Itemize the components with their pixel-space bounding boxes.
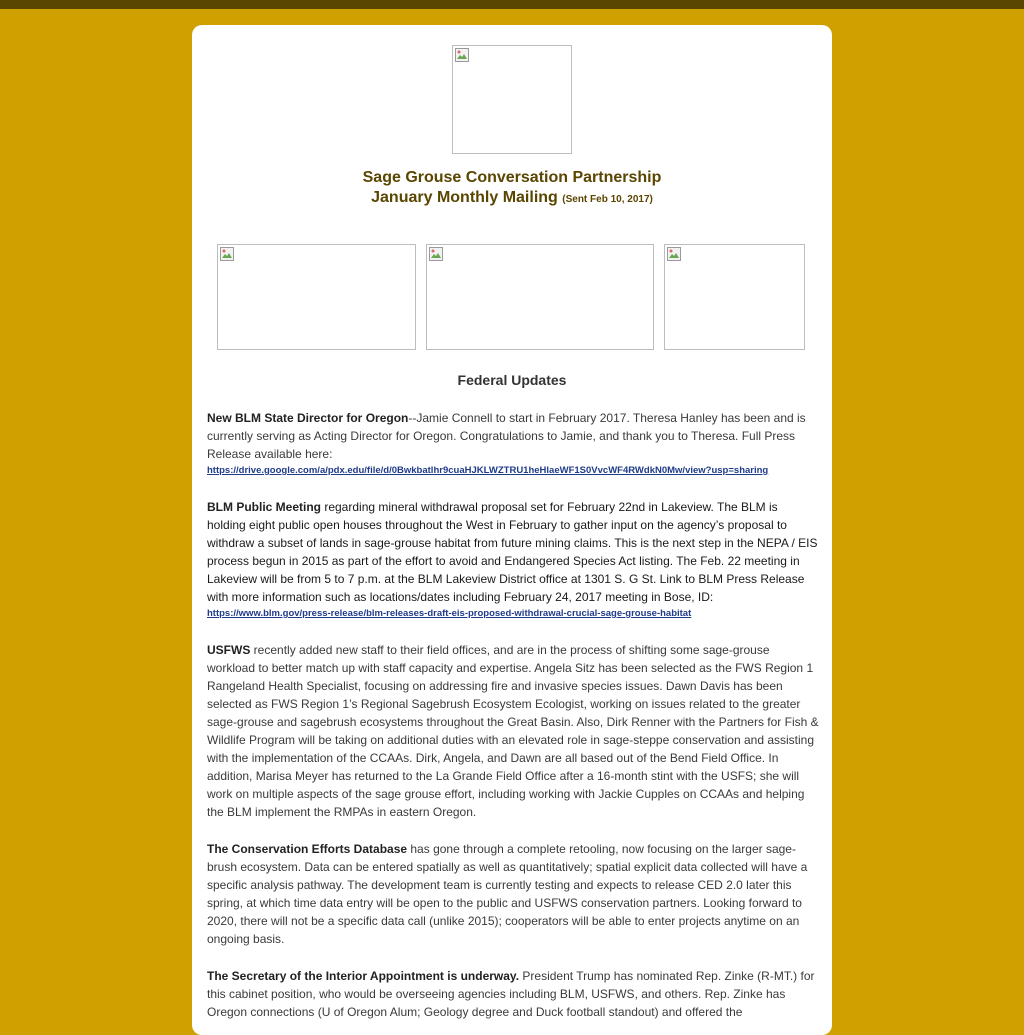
mailing-label: January Monthly Mailing xyxy=(371,189,558,206)
broken-image-icon xyxy=(220,247,234,261)
article-lead: The Conservation Efforts Database xyxy=(207,842,408,856)
article-text: President Trump has nominated Rep. Zinke (R-MT.) for this cabinet position, who would be overseeing agencies including BLM, USFWS, and others. Rep. Zinke has Oregon connections (U of Oregon Alum; Geology degree and Duck football standout) and offered the xyxy=(207,969,815,1019)
blm-press-release-link[interactable]: https://www.blm.gov/press-release/blm-releases-draft-eis-proposed-withdrawal-crucial-sage-grouse-habitat xyxy=(207,608,692,619)
article-blm-director xyxy=(207,409,819,479)
press-release-link[interactable]: https://drive.google.com/a/pdx.edu/file/d/0Bwkbatlhr9cuaHJKLWZTRU1heHlaeWF1S0VvcWF4RWdkN0Mw/view?usp=sharing xyxy=(207,465,769,476)
banner-image-1 xyxy=(217,244,416,350)
article-text: recently added new staff to their field offices, and are in the process of shifting some sage-grouse workload to better match up with staff capacity and expertise. Angela Sitz has been selected as the FWS Region 1 Rangeland Health Specialist, focusing on addressing fire and invasive species issues. Dawn Davis has been selected as FWS Region 1’s Regional Sagebrush Ecosystem Ecologist, working on issues related to the greater sage-grouse and sagebrush ecosystems throughout the Great Basin. Also, Dirk Renner with the Partners for Fish & Wildlife Program will be taking on additional duties with an elevated role in sage-steppe conservation and assisting with the implementation of the CCAAs. Dirk, Angela, and Dawn are all based out of the Bend Field Office. In addition, Marisa Meyer has returned to the La Grande Field Office after a 16-month stint with the USFS; she will work on multiple aspects of the sage grouse effort, including working with Jackie Cupples on CCAAs and helping the BLM implement the RMPAs in eastern Oregon. xyxy=(207,643,819,819)
article-lead: BLM Public Meeting xyxy=(207,500,321,514)
logo-image xyxy=(452,45,572,154)
article-lead: USFWS xyxy=(207,643,251,657)
title-line-1: Sage Grouse Conversation Partnership xyxy=(362,169,662,186)
article-text: regarding mineral withdrawal proposal set for February 22nd in Lakeview. The BLM is holding eight public open houses throughout the West in February to gather input on the agency’s proposal to withdraw a subset of lands in sage-grouse habitat from future mining claims. This is the next step in the NEPA / EIS process begun in 2015 as part of the effort to avoid and Endangered Species Act listing. The Feb. 22 meeting in Lakeview will be from 5 to 7 p.m. at the BLM Lakeview District office at 1301 S. G St. Link to BLM Press Release with more information such as locations/dates including February 24, 2017 meeting in Bose, ID: xyxy=(207,500,818,604)
article-text: --Jamie Connell to start in February 2017. Theresa Hanley has been and is currently serving as Acting Director for Oregon. Congratulations to Jamie, and thank you to Theresa. Full Press Release available here: xyxy=(207,411,806,461)
article-lead: New BLM State Director for Oregon xyxy=(207,411,409,425)
title-line-2 xyxy=(192,189,832,207)
article-blm-meeting xyxy=(207,498,819,622)
sent-date: (Sent Feb 10, 2017) xyxy=(562,194,653,205)
broken-image-icon xyxy=(429,247,443,261)
banner-image-2 xyxy=(426,244,654,350)
article-interior-appointment xyxy=(207,967,819,1021)
broken-image-icon xyxy=(667,247,681,261)
article-lead: The Secretary of the Interior Appointment is underway. xyxy=(207,969,520,983)
banner-image-3 xyxy=(664,244,805,350)
broken-image-icon xyxy=(455,48,469,62)
section-heading: Federal Updates xyxy=(457,372,567,388)
article-text: has gone through a complete retooling, now focusing on the larger sage-brush ecosystem. Data can be entered spatially as well as quantitatively; spatial explicit data collected will have a specific analysis pathway. The development team is currently testing and expects to release CED 2.0 later this spring, at which time data entry will be open to the public and USFWS conservation partners. Looking forward to 2020, there will not be a specific data call (unlike 2015); cooperators will be able to enter projects anytime on an ongoing basis. xyxy=(207,842,808,946)
newsletter-card xyxy=(192,25,832,1035)
top-bar xyxy=(0,0,1024,9)
article-conservation-database xyxy=(207,840,819,948)
newsletter-title xyxy=(192,169,832,207)
article-usfws xyxy=(207,641,819,821)
articles-body xyxy=(207,409,819,1035)
